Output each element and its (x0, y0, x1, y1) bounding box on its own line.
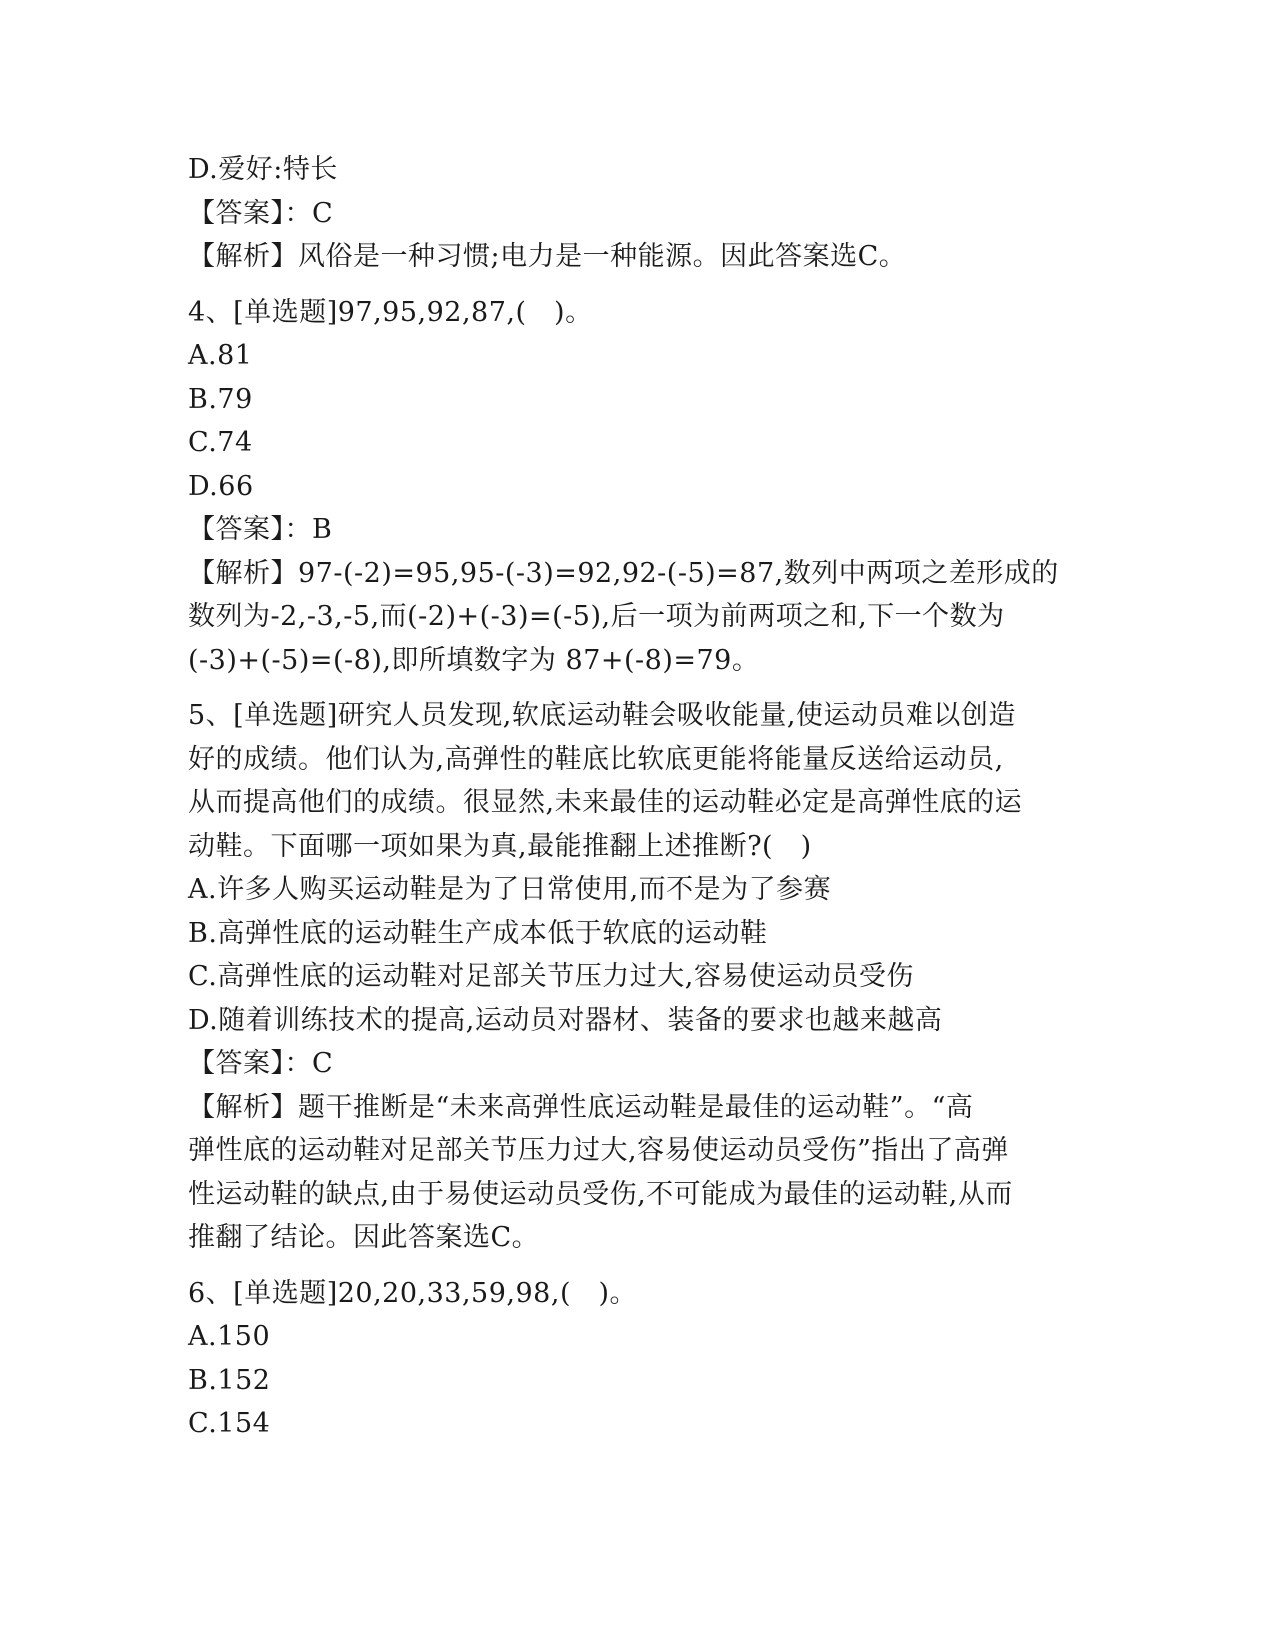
q6-option-a: A.150 (188, 1321, 271, 1352)
q5-option-c: C.高弹性底的运动鞋对足部关节压力过大,容易使运动员受伤 (188, 961, 914, 992)
q4-answer: 【答案】：B (188, 514, 333, 545)
q5-analysis-line-3: 性运动鞋的缺点,由于易使运动员受伤,不可能成为最佳的运动鞋,从而 (188, 1178, 1013, 1210)
q5-option-a: A.许多人购买运动鞋是为了日常使用,而不是为了参赛 (188, 874, 832, 905)
q4-option-a: A.81 (188, 340, 253, 371)
prev-analysis: 【解析】风俗是一种习惯;电力是一种能源。因此答案选C。 (188, 241, 907, 272)
q6-option-c: C.154 (188, 1408, 271, 1439)
q5-analysis-line-1: 【解析】题干推断是“未来高弹性底运动鞋是最佳的运动鞋”。“高 (188, 1091, 974, 1123)
q6-stem: 6、[单选题]20,20,33,59,98,( )。 (188, 1277, 638, 1309)
document-content (188, 148, 1088, 1446)
q4-option-b: B.79 (188, 383, 253, 415)
q5-option-b: B.高弹性底的运动鞋生产成本低于软底的运动鞋 (188, 917, 768, 949)
prev-option-d: D.爱好:特长 (188, 154, 338, 185)
q5-analysis-line-2: 弹性底的运动鞋对足部关节压力过大,容易使运动员受伤”指出了高弹 (188, 1135, 1009, 1166)
q5-stem-line-3: 从而提高他们的成绩。很显然,未来最佳的运动鞋必定是高弹性底的运 (188, 787, 1023, 818)
q5-stem-line-4: 动鞋。下面哪一项如果为真,最能推翻上述推断?( ) (188, 830, 812, 862)
q5-answer: 【答案】：C (188, 1048, 334, 1079)
q5-analysis-line-4: 推翻了结论。因此答案选C。 (188, 1222, 540, 1253)
q4-analysis-line-3: (-3)+(-5)=(-8),即所填数字为 87+(-8)=79。 (188, 644, 760, 676)
q5-option-d: D.随着训练技术的提高,运动员对器材、装备的要求也越来越高 (188, 1004, 943, 1036)
q4-option-c: C.74 (188, 427, 253, 458)
q4-analysis-line-1: 【解析】97-(-2)=95,95-(-3)=92,92-(-5)=87,数列中两项之差形成的 (188, 557, 1059, 589)
prev-answer: 【答案】：C (188, 197, 334, 229)
q4-analysis-line-2: 数列为-2,-3,-5,而(-2)+(-3)=(-5),后一项为前两项之和,下一个数为 (188, 601, 1005, 632)
q5-stem-line-2: 好的成绩。他们认为,高弹性的鞋底比软底更能将能量反送给运动员, (188, 743, 1004, 775)
q4-stem: 4、[单选题]97,95,92,87,( )。 (188, 296, 593, 328)
q4-option-d: D.66 (188, 470, 254, 502)
q5-stem-line-1: 5、[单选题]研究人员发现,软底运动鞋会吸收能量,使运动员难以创造 (188, 700, 1016, 731)
q6-option-b: B.152 (188, 1364, 271, 1396)
